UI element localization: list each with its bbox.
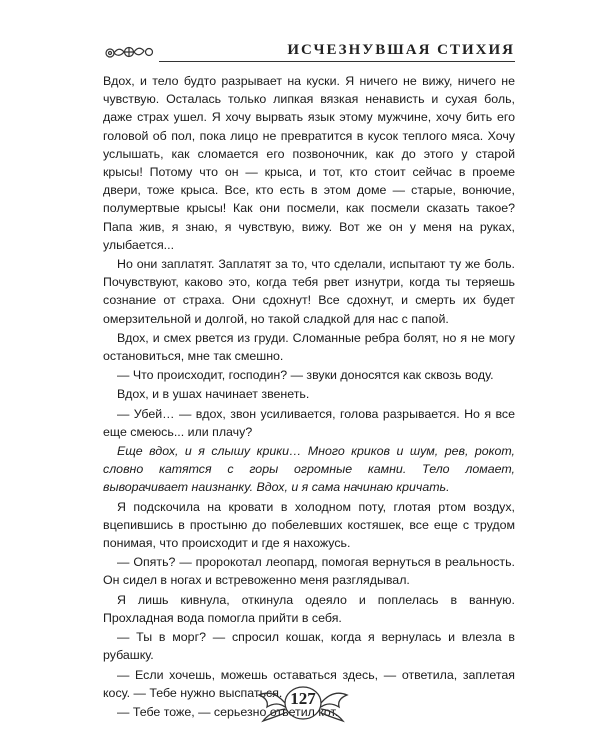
paragraph: Я лишь кивнула, откинула одеяло и поплелась в ванную. Прохладная вода помогла прийти в себя. [103, 592, 515, 625]
paragraph: Вдох, и в ушах начинает звенеть. [117, 387, 310, 402]
paragraph: Я подскочила на кровати в холодном поту, глотая ртом воздух, вцепившись в простыню до побелевших костяшек, все еще с трудом понимая, что происходит и где я нахожусь. [103, 499, 515, 551]
page-footer [255, 683, 351, 725]
running-header-title: ИСЧЕЗНУВШАЯ СТИХИЯ [287, 42, 515, 58]
paragraph: — Ты в морг? — спросил кошак, когда я вернулась и влезла в рубашку. [103, 630, 515, 663]
paragraph: — Тебе тоже, — серьезно ответил кот. [117, 704, 339, 719]
paragraph: Но они заплатят. Заплатят за то, что сделали, испытают ту же боль. Почувствуют, каково это, когда тебя рвет изнутри, когда ты теряешь сознание от страха. Они сдохнут! Все сдохнут, и смерть их будет омерзительной и долгой, но такой сладкой для нас с папой. [103, 257, 515, 326]
page-number: 127 [290, 689, 316, 708]
flower-ornament-icon [103, 42, 155, 62]
paragraph: — Что происходит, господин? — звуки доносятся как сквозь воду. [117, 368, 494, 383]
paragraph: — Опять? — пророкотал леопард, помогая вернуться в реальность. Он сидел в ногах и встревоженно меня разглядывал. [103, 555, 515, 588]
header-rule [159, 61, 515, 62]
paragraph: Вдох, и тело будто разрывает на куски. Я ничего не вижу, ничего не чувствую. Осталась только липкая вязкая ненависть и сухая боль, даже страх ушел. Я хочу вырвать язык этому мужчине, хочу бить его головой об пол, пока лицо не превратится в кусок теплого мяса. Хочу услышать, как сломается его позвоночник, как до этого у старой крысы! Потому что он — крыса, и тот, кто стоит сейчас в проеме двери, тоже крыса. Все, кто есть в этом доме — старые, вонючие, полумертвые крысы! Как они посмели, как посмели сказать такое? Папа жив, я знаю, я чувствую, вижу. Вот же он у меня на руках, улыбается... [103, 74, 515, 252]
paragraph: — Если хочешь, можешь оставаться здесь, — ответила, заплетая косу. — Тебе нужно выспаться. [103, 667, 515, 700]
body-text [103, 72, 515, 722]
paragraph: Вдох, и смех рвется из груди. Сломанные ребра болят, но я не могу остановиться, мне так смешно. [103, 330, 515, 364]
italic-paragraph: Еще вдох, и я слышу крики… Много криков и шум, рев, рокот, словно катятся с горы огромные камни. Тело ломает, выворачивает наизнанку. Вдох, и я сама начинаю кричать. [103, 444, 515, 495]
paragraph: — Убей… — вдох, звон усиливается, голова разрывается. Но я все еще смеюсь... или плачу? [103, 406, 515, 439]
running-header [103, 40, 515, 68]
